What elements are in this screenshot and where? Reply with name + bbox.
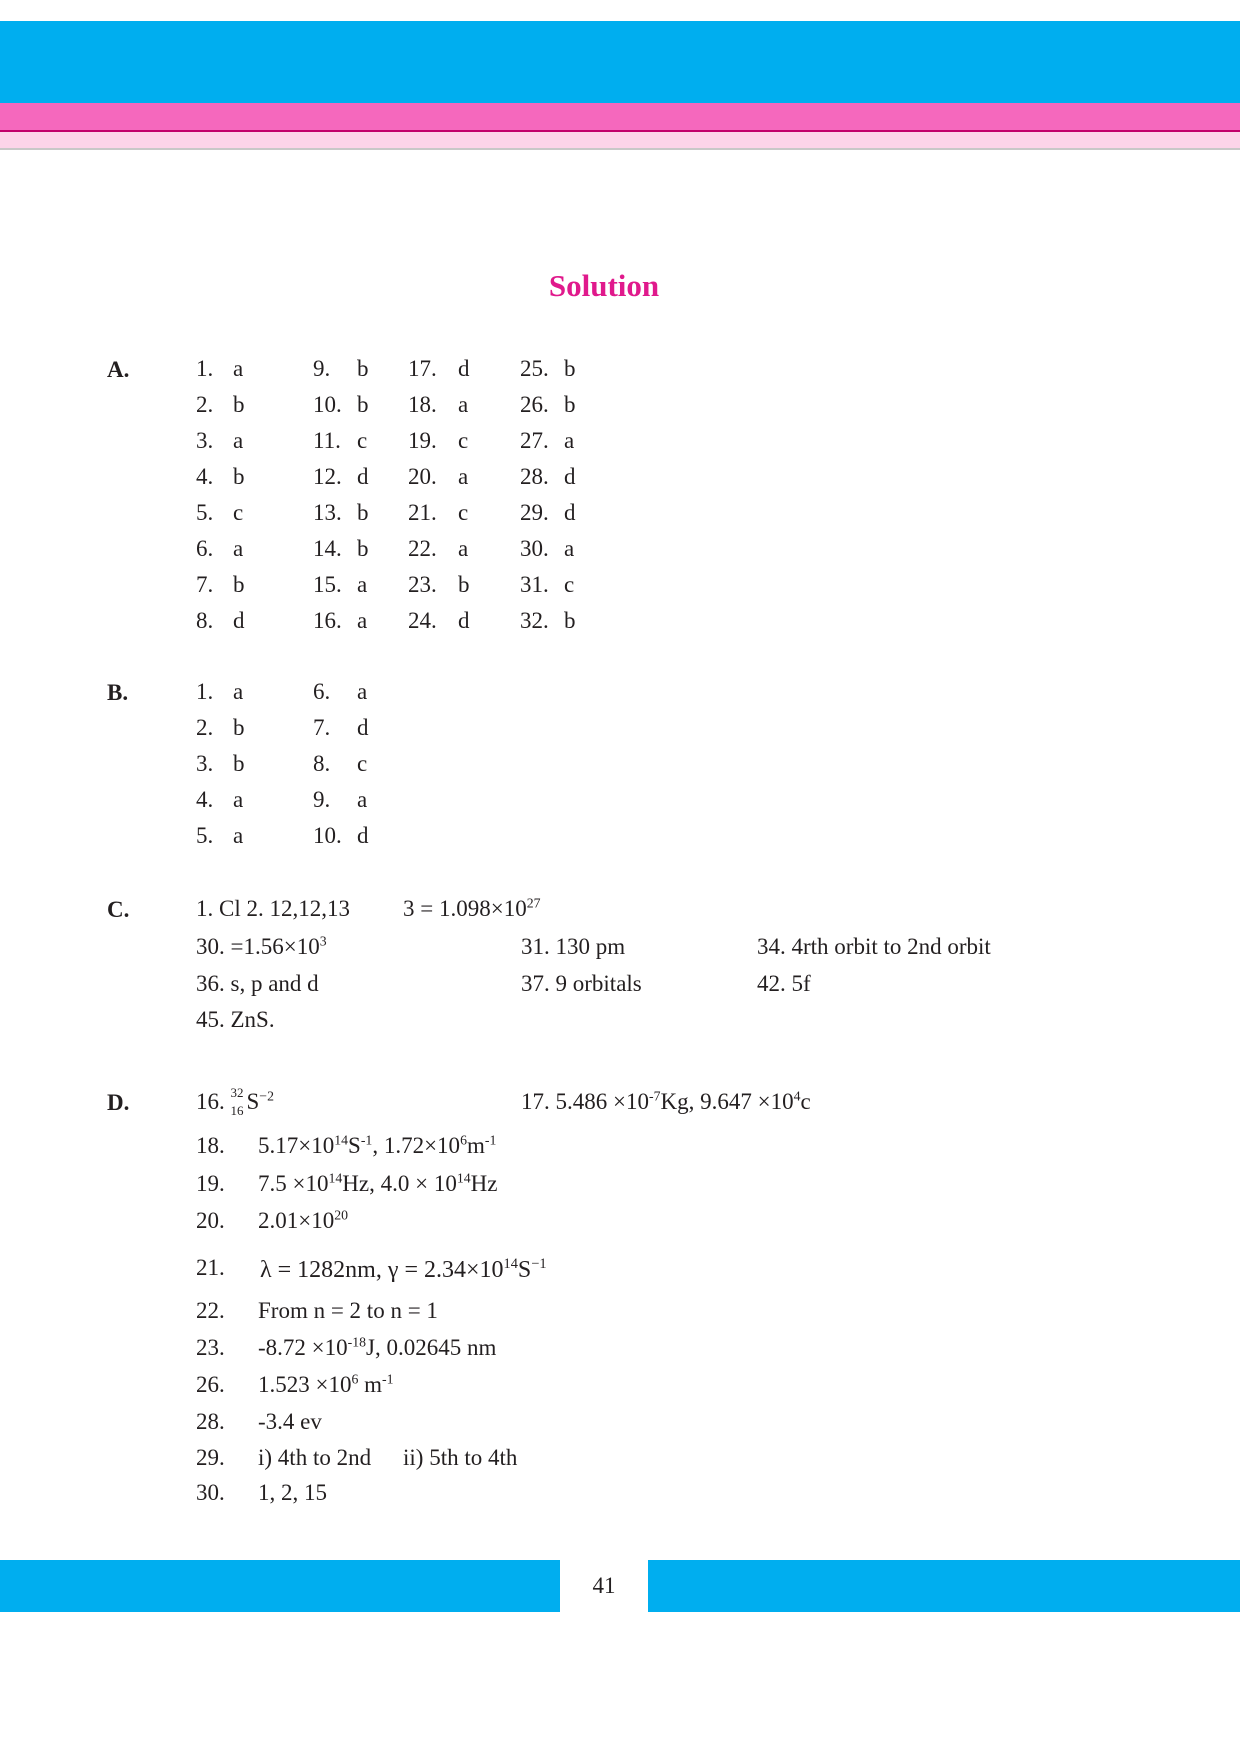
answer-d-18: $5.17\times 10^{14}S^{-1}$, $1.72\times 10^6m^{-1}$ [258, 1132, 497, 1158]
answer-letter: d [233, 608, 245, 633]
answer-number: 3. [196, 428, 214, 453]
answer-number: 8. [196, 608, 214, 633]
answer-number: 7. [313, 715, 331, 740]
answer-d-26-number: 26. [196, 1372, 225, 1397]
answer-letter: b [233, 715, 245, 740]
answer-number: 14. [313, 536, 342, 561]
answer-number: 18. [408, 392, 437, 417]
answer-number: 21. [408, 500, 437, 525]
answer-letter: d [458, 608, 470, 633]
page-number: 41 [592, 1573, 616, 1598]
answer-number: 9. [313, 356, 331, 381]
answer-number: 19. [408, 428, 437, 453]
answer-number: 30. [520, 536, 549, 561]
answer-number: 16. [313, 608, 342, 633]
answer-letter: a [357, 608, 368, 633]
answer-c-45: 45. ZnS. [196, 1007, 275, 1032]
answer-letter: b [233, 464, 245, 489]
answer-number: 10. [313, 392, 342, 417]
answer-letter: b [564, 356, 576, 381]
answer-letter: a [233, 428, 244, 453]
answer-number: 22. [408, 536, 437, 561]
answer-number: 26. [520, 392, 549, 417]
answer-d-20-number: 20. [196, 1208, 225, 1233]
answer-number: 12. [313, 464, 342, 489]
answer-d-29-part-i: i) 4th to 2nd [258, 1445, 372, 1470]
answer-c-34: 34. 4rth orbit to 2nd orbit [757, 934, 991, 959]
answer-d-16: 16. 32 16 $S^{-2}$ [196, 1085, 274, 1118]
answer-letter: b [458, 572, 470, 597]
answer-number: 2. [196, 715, 214, 740]
answer-letter: a [233, 356, 244, 381]
answer-letter: c [458, 428, 469, 453]
answer-d-29-part-ii: ii) 5th to 4th [403, 1445, 518, 1470]
answer-letter: a [564, 428, 575, 453]
answer-letter: a [458, 392, 469, 417]
answer-number: 20. [408, 464, 437, 489]
answer-number: 32. [520, 608, 549, 633]
answer-c-36: 36. s, p and d [196, 971, 319, 996]
answer-letter: b [233, 751, 245, 776]
answer-letter: d [357, 464, 369, 489]
answer-number: 13. [313, 500, 342, 525]
answer-letter: a [233, 679, 244, 704]
answer-letter: b [357, 536, 369, 561]
isotope-notation: 32 16 [230, 1085, 244, 1118]
answer-number: 9. [313, 787, 331, 812]
answer-number: 4. [196, 464, 214, 489]
answer-number: 2. [196, 392, 214, 417]
answer-number: 28. [520, 464, 549, 489]
answer-number: 10. [313, 823, 342, 848]
answer-c-1-2: 1. Cl 2. 12,12,13 [196, 896, 350, 921]
answer-number: 23. [408, 572, 437, 597]
answer-number: 15. [313, 572, 342, 597]
answer-number: 5. [196, 823, 214, 848]
answer-number: 1. [196, 356, 214, 381]
footer-blue-band-left [0, 1560, 560, 1612]
answer-letter: a [564, 536, 575, 561]
answer-c-31: 31. 130 pm [521, 934, 626, 959]
answer-number: 3. [196, 751, 214, 776]
answer-number: 11. [313, 428, 341, 453]
answer-d-22-number: 22. [196, 1298, 225, 1323]
answer-letter: a [458, 536, 469, 561]
answer-d-18-number: 18. [196, 1133, 225, 1158]
answer-d-28-number: 28. [196, 1409, 225, 1434]
answer-letter: b [357, 356, 369, 381]
answer-c-42: 42. 5f [757, 971, 811, 996]
answer-d-19: $7.5 \times 10^{14}Hz$, $4.0 \times 10^{14}Hz$ [258, 1170, 498, 1196]
page-title: Solution [548, 268, 660, 303]
answer-letter: d [564, 500, 576, 525]
header-light-band [0, 132, 1240, 150]
answer-number: 6. [313, 679, 331, 704]
section-a-label: A. [107, 357, 130, 382]
footer-blue-band-right [648, 1560, 1240, 1612]
answer-letter: c [564, 572, 575, 597]
answer-d-22: From n = 2 to n = 1 [258, 1298, 438, 1323]
answer-letter: b [564, 608, 576, 633]
answer-letter: b [357, 392, 369, 417]
header-blue-band [0, 21, 1240, 103]
answer-number: 4. [196, 787, 214, 812]
answer-letter: b [233, 392, 245, 417]
answer-d-21: λ = 1282nm, $\gamma = 2.34\times 10^{14}S^{-1}$ [260, 1256, 547, 1283]
answer-c-3: $3 = 1.098\times 10^{27}$ [403, 895, 541, 921]
section-b-label: B. [107, 680, 129, 705]
answer-c-37: 37. 9 orbitals [521, 971, 642, 996]
answer-letter: a [357, 787, 368, 812]
answer-letter: c [357, 428, 368, 453]
answer-number: 5. [196, 500, 214, 525]
answer-letter: a [357, 572, 368, 597]
answer-letter: d [357, 823, 369, 848]
answer-letter: d [564, 464, 576, 489]
answer-d-26: $1.523 \times 10^6$ $m^{-1}$ [258, 1371, 394, 1397]
answer-letter: a [357, 679, 368, 704]
answer-c-30: 30. $=1.56\times 10^3$ [196, 933, 327, 959]
answer-d-30-number: 30. [196, 1480, 225, 1505]
answer-number: 17. [408, 356, 437, 381]
answer-letter: b [357, 500, 369, 525]
answer-d-21-number: 21. [196, 1255, 225, 1280]
answer-d-23: $-8.72 \times 10^{-18}J$, 0.02645 nm [258, 1334, 497, 1360]
section-d-label: D. [107, 1090, 130, 1115]
answer-letter: d [357, 715, 369, 740]
answer-number: 7. [196, 572, 214, 597]
answer-d-29-number: 29. [196, 1445, 225, 1470]
answer-number: 29. [520, 500, 549, 525]
header-pink-band [0, 103, 1240, 132]
answer-letter: a [233, 787, 244, 812]
answer-d-23-number: 23. [196, 1335, 225, 1360]
answer-number: 8. [313, 751, 331, 776]
answer-letter: d [458, 356, 470, 381]
answer-number: 27. [520, 428, 549, 453]
answer-d-19-number: 19. [196, 1171, 225, 1196]
answer-letter: c [233, 500, 244, 525]
answer-number: 31. [520, 572, 549, 597]
answer-letter: c [458, 500, 469, 525]
answer-d-20: $2.01\times 10^{20}$ [258, 1207, 349, 1233]
answer-letter: c [357, 751, 368, 776]
section-c-label: C. [107, 897, 130, 922]
answer-d-17: 17. $5.486 \times 10^{-7}Kg$, $9.647 \times 10^4c$ [521, 1088, 811, 1114]
answer-number: 1. [196, 679, 214, 704]
answer-letter: a [233, 823, 244, 848]
answer-letter: a [458, 464, 469, 489]
answer-letter: b [233, 572, 245, 597]
answer-d-28: -3.4 ev [258, 1409, 322, 1434]
answer-number: 6. [196, 536, 214, 561]
answer-letter: b [564, 392, 576, 417]
answer-number: 24. [408, 608, 437, 633]
answer-d-30: 1, 2, 15 [258, 1480, 327, 1505]
answer-letter: a [233, 536, 244, 561]
answer-number: 25. [520, 356, 549, 381]
